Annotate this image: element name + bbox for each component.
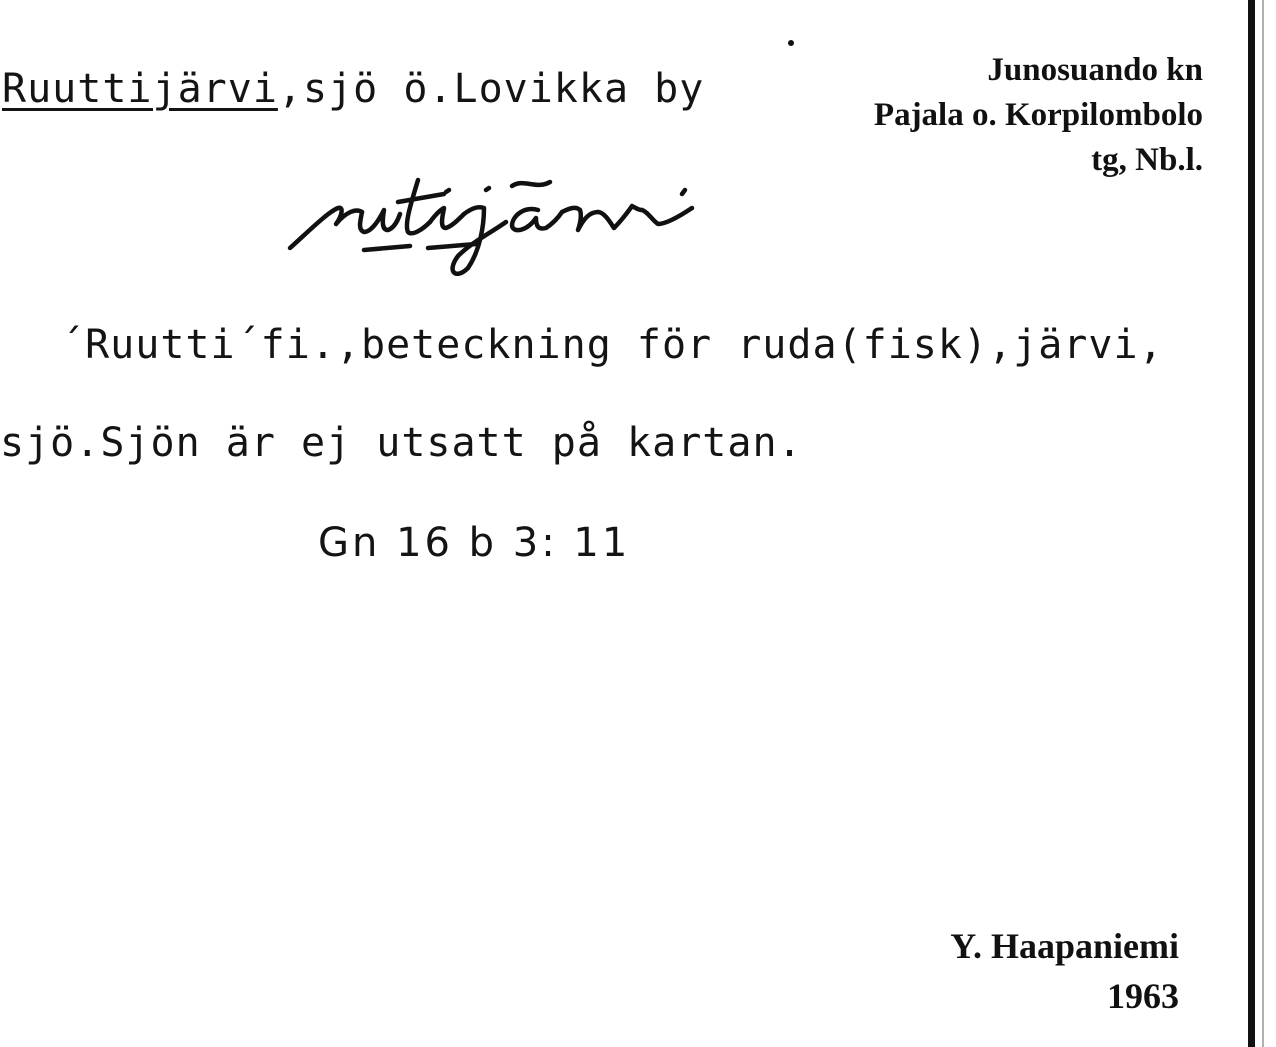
card-right-shadow [1262, 0, 1264, 1047]
location-line-2: Pajala o. Korpilombolo [873, 97, 1203, 133]
headword: Ruuttijärvi [2, 66, 278, 112]
collection-year: 1963 [1107, 976, 1179, 1016]
headword-line [2, 66, 704, 112]
card-right-edge [1248, 0, 1255, 1047]
ink-speck [788, 40, 794, 46]
archive-reference: Gn 16 b 3: 11 [318, 520, 631, 566]
handwritten-phonetic-form [280, 150, 820, 280]
headword-description: ,sjö ö.Lovikka by [277, 66, 705, 112]
etymology-line-2: sjö.Sjön är ej utsatt på kartan. [0, 420, 803, 466]
etymology-line-1: ´Ruutti´fi.,beteckning för ruda(fisk),järvi, [60, 322, 1164, 368]
location-line-3: tg, Nb.l. [1091, 142, 1203, 178]
location-line-1: Junosuando kn [987, 52, 1203, 88]
collector-name: Y. Haapaniemi [950, 926, 1179, 966]
